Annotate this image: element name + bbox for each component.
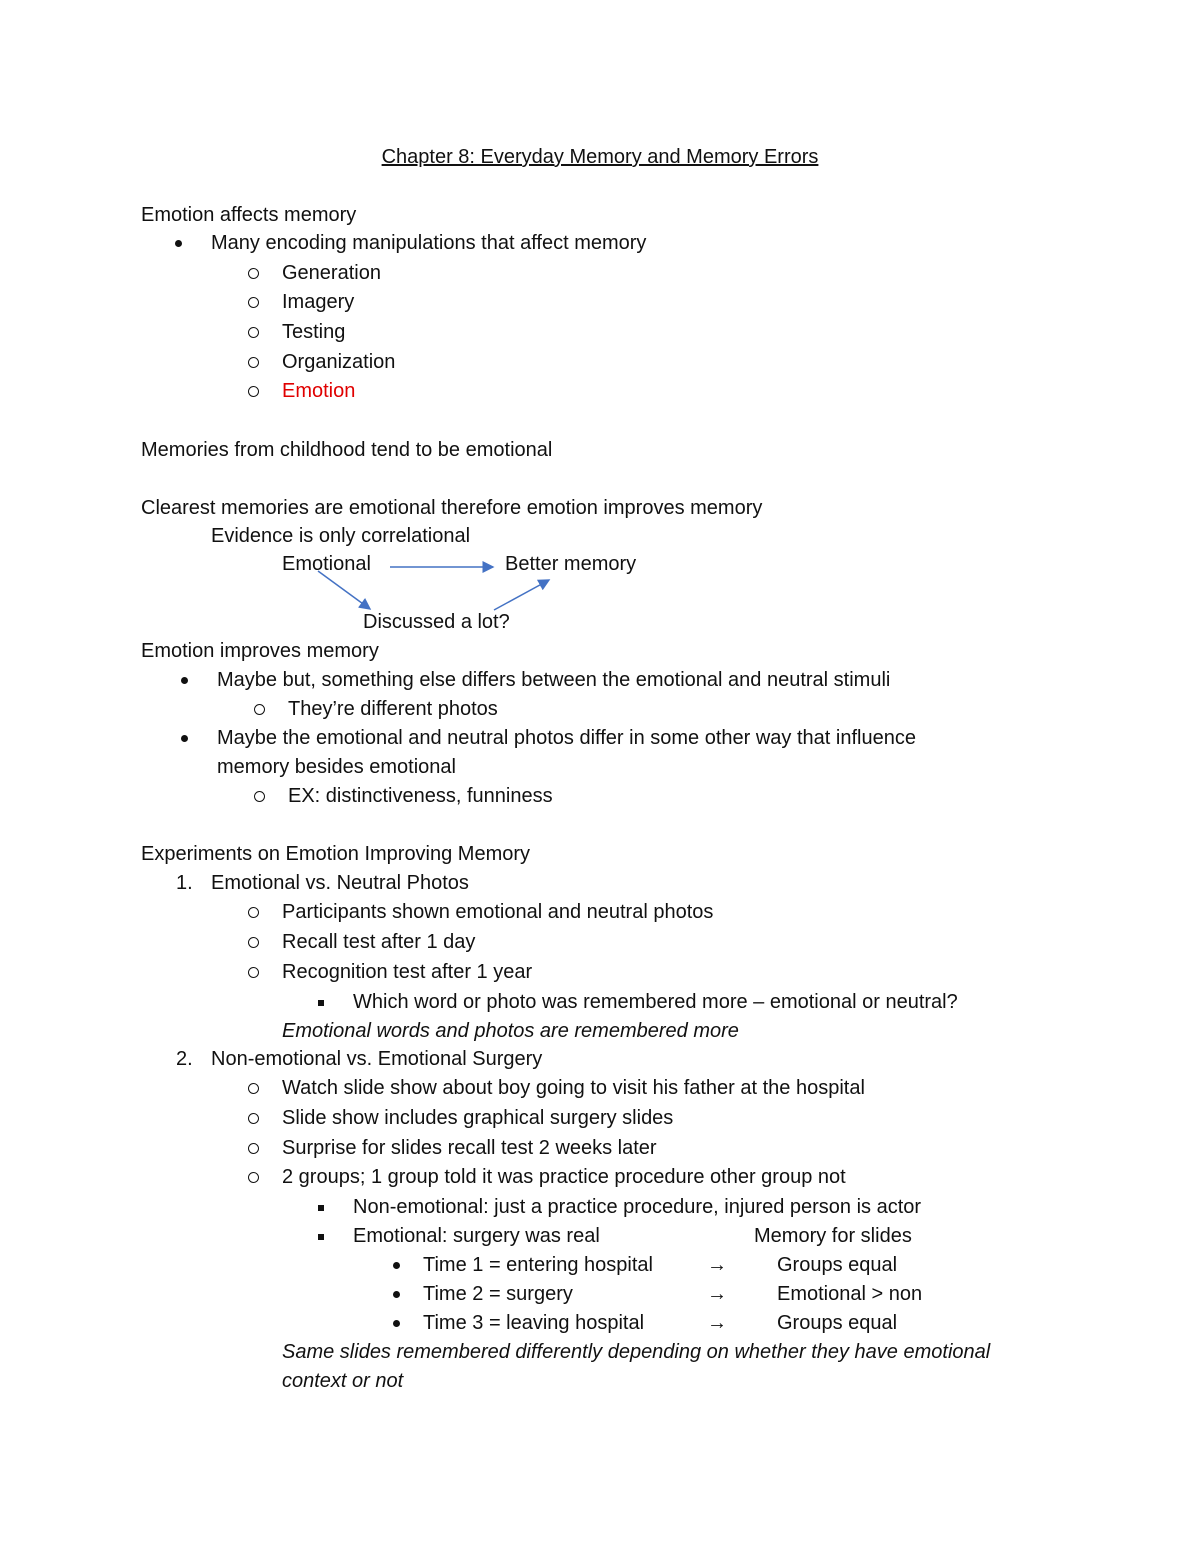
- right-arrow-icon: →: [707, 1283, 727, 1305]
- circle-marker: [248, 930, 259, 954]
- bullet-marker: [181, 668, 188, 692]
- list-item: Slide show includes graphical surgery slides: [282, 1107, 674, 1129]
- list-subitem: Non-emotional: just a practice procedure, injured person is actor: [353, 1196, 922, 1218]
- experiment-title: Emotional vs. Neutral Photos: [211, 872, 469, 894]
- circle-marker: [248, 1165, 259, 1189]
- bullet-text: Maybe but, something else differs between the emotional and neutral stimuli: [217, 669, 891, 691]
- paragraph-indented: Evidence is only correlational: [211, 525, 471, 547]
- circle-marker: [248, 1136, 259, 1160]
- bullet-marker: [393, 1253, 400, 1277]
- right-arrow-icon: →: [707, 1254, 727, 1276]
- section-heading: Emotion affects memory: [141, 204, 357, 226]
- paragraph: Clearest memories are emotional therefore emotion improves memory: [141, 497, 763, 519]
- list-item: Watch slide show about boy going to visit his father at the hospital: [282, 1077, 865, 1099]
- square-marker: [318, 1195, 324, 1219]
- bullet-text: Maybe the emotional and neutral photos differ in some other way that influence: [217, 727, 916, 749]
- list-item: Recall test after 1 day: [282, 931, 476, 953]
- list-subitem: Emotional: surgery was real: [353, 1225, 600, 1247]
- list-number: 2.: [176, 1048, 193, 1070]
- bullet-marker: [181, 726, 188, 750]
- circle-marker: [254, 784, 265, 808]
- list-item: 2 groups; 1 group told it was practice procedure other group not: [282, 1166, 846, 1188]
- circle-marker: [248, 1106, 259, 1130]
- list-item: Testing: [282, 321, 346, 343]
- diagram-node-discussed: Discussed a lot?: [363, 611, 510, 633]
- time-result: Groups equal: [777, 1312, 898, 1334]
- list-item: Generation: [282, 262, 381, 284]
- italic-note: Same slides remembered differently depending on whether they have emotional: [282, 1341, 991, 1363]
- square-marker: [318, 990, 324, 1014]
- list-item: Imagery: [282, 291, 355, 313]
- list-item: Recognition test after 1 year: [282, 961, 533, 983]
- section-heading: Emotion improves memory: [141, 640, 379, 662]
- time-label: Time 3 = leaving hospital: [423, 1312, 645, 1334]
- list-item: They’re different photos: [288, 698, 498, 720]
- circle-marker: [254, 697, 265, 721]
- italic-note: Emotional words and photos are remembered more: [282, 1020, 739, 1042]
- time-result: Groups equal: [777, 1254, 898, 1276]
- bullet-marker: [393, 1311, 400, 1335]
- right-arrow-icon: →: [707, 1312, 727, 1334]
- circle-marker: [248, 900, 259, 924]
- time-label: Time 1 = entering hospital: [423, 1254, 653, 1276]
- paragraph: Memories from childhood tend to be emotional: [141, 439, 553, 461]
- list-item: Organization: [282, 351, 396, 373]
- circle-marker: [248, 960, 259, 984]
- italic-note-continued: context or not: [282, 1370, 404, 1392]
- list-number: 1.: [176, 872, 193, 894]
- list-item: Surprise for slides recall test 2 weeks later: [282, 1137, 657, 1159]
- experiment-title: Non-emotional vs. Emotional Surgery: [211, 1048, 543, 1070]
- arrow-discussed-to-better: [494, 580, 549, 610]
- diagram-node-better-memory: Better memory: [505, 553, 637, 575]
- time-label: Time 2 = surgery: [423, 1283, 573, 1305]
- list-subitem: Which word or photo was remembered more – emotional or neutral?: [353, 991, 958, 1013]
- bullet-text: Many encoding manipulations that affect memory: [211, 232, 647, 254]
- circle-marker: [248, 1076, 259, 1100]
- bullet-marker: [393, 1282, 400, 1306]
- memory-column-header: Memory for slides: [754, 1225, 912, 1247]
- list-item: EX: distinctiveness, funniness: [288, 785, 553, 807]
- time-result: Emotional > non: [777, 1283, 923, 1305]
- section-heading: Experiments on Emotion Improving Memory: [141, 843, 531, 865]
- list-item: Participants shown emotional and neutral photos: [282, 901, 714, 923]
- page-title: Chapter 8: Everyday Memory and Memory Errors: [381, 146, 819, 168]
- bullet-text-continued: memory besides emotional: [217, 756, 456, 778]
- arrow-emotional-to-discussed: [318, 571, 370, 609]
- square-marker: [318, 1224, 324, 1248]
- list-item-highlighted: Emotion: [282, 380, 356, 402]
- diagram-node-emotional: Emotional: [282, 553, 371, 575]
